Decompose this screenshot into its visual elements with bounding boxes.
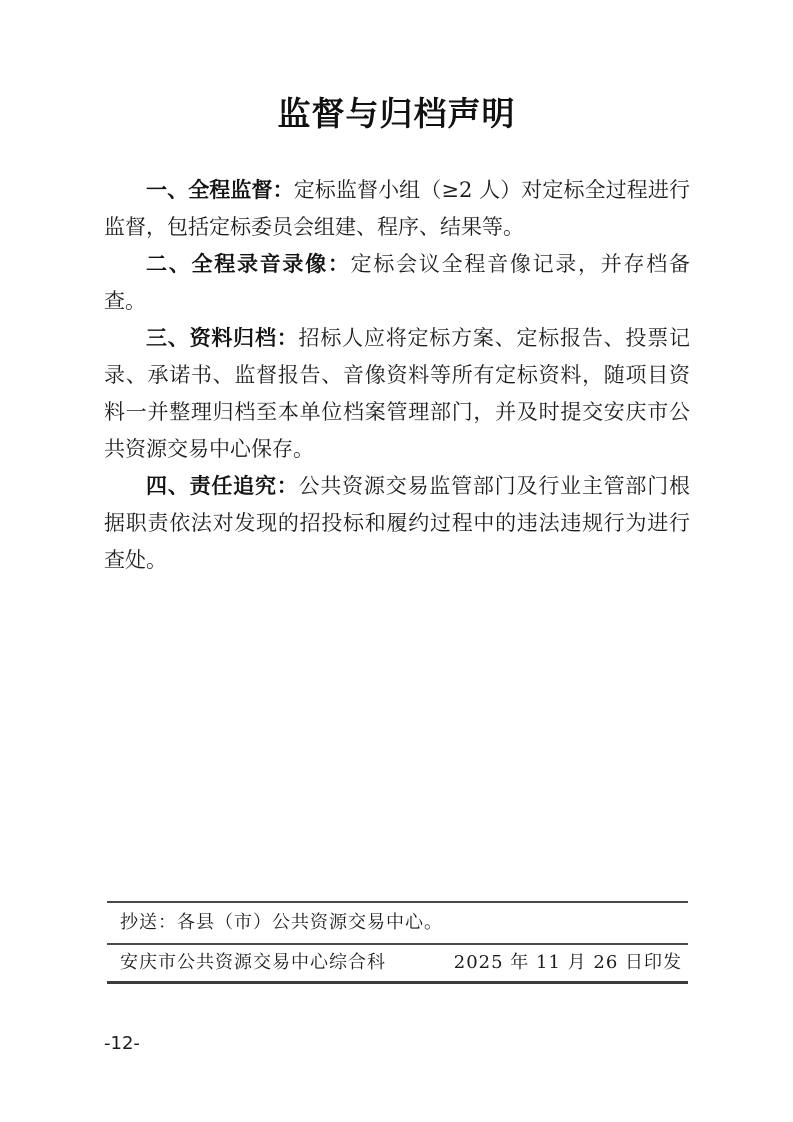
issue-row [107, 945, 688, 981]
paragraph-text: 定标监督小组（≥2 人）对定标全过程进行监督，包括定标委员会组建、程序、结果等。 [104, 178, 690, 239]
paragraph-text: 招标人应将定标方案、定标报告、投票记录、承诺书、监督报告、音像资料等所有定标资料，随项目资料一并整理归档至本单位档案管理部门，并及时提交安庆市公共资源交易中心保存。 [104, 326, 691, 461]
document-footer [107, 901, 688, 984]
paragraph-recording [104, 246, 690, 320]
document-title: 监督与归档声明 [277, 94, 516, 133]
paragraph-lead: 二、全程录音录像： [146, 252, 351, 276]
page-number: -12- [104, 1033, 140, 1054]
issuer-name: 安庆市公共资源交易中心综合科 [120, 952, 386, 973]
paragraph-lead: 一、全程监督： [146, 178, 294, 202]
paragraph-text: 定标会议全程音像记录，并存档备查。 [104, 252, 691, 313]
paragraph-text: 公共资源交易监管部门及行业主管部门根据职责依法对发现的招投标和履约过程中的违法违规行为进行查处。 [104, 474, 691, 572]
paragraph-lead: 四、责任追究： [146, 474, 299, 498]
footer-bottom-divider [107, 981, 688, 984]
cc-line: 抄送：各县（市）公共资源交易中心。 [120, 912, 443, 933]
paragraph-supervision [104, 172, 690, 246]
document-body [104, 172, 690, 579]
paragraph-lead: 三、资料归档： [146, 326, 299, 350]
paragraph-accountability [104, 468, 690, 579]
print-date: 2025 年 11 月 26 日印发 [453, 952, 682, 973]
paragraph-archiving [104, 320, 690, 468]
